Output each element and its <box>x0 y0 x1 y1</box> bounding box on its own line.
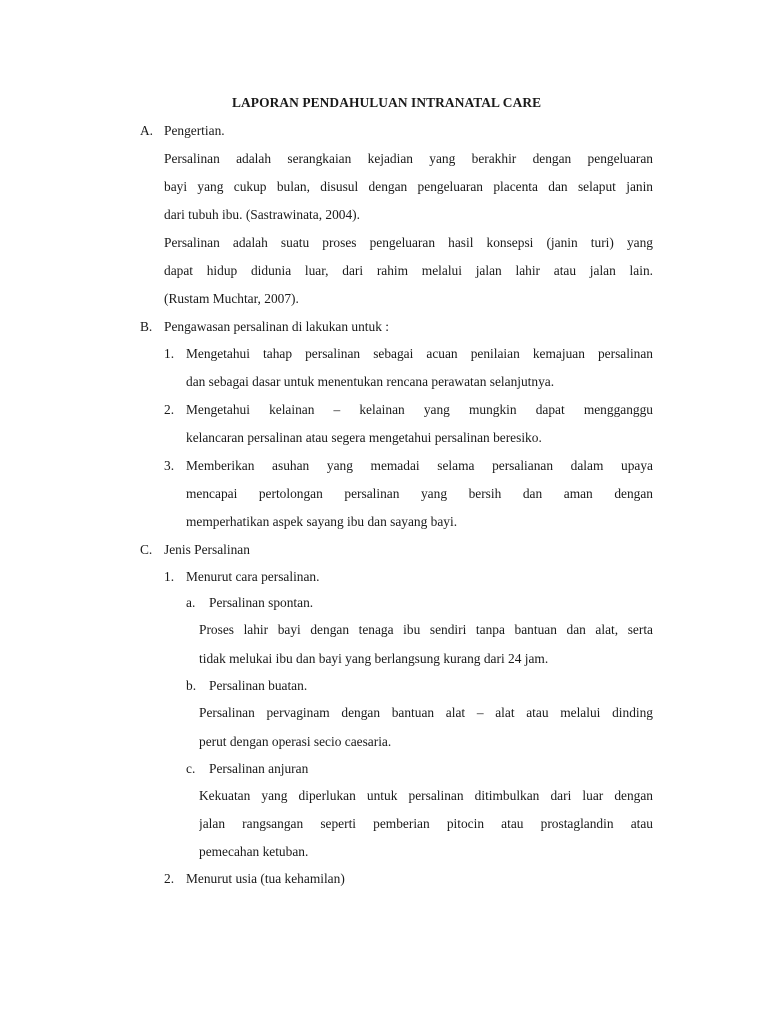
section-a-para1-line: dari tubuh ibu. (Sastrawinata, 2004). <box>164 207 360 222</box>
sub-item-letter: b. <box>186 678 197 693</box>
document-title: LAPORAN PENDAHULUAN INTRANATAL CARE <box>232 95 542 110</box>
section-b-item-line: Mengetahui kelainan – kelainan yang mungkin dapat mengganggu <box>186 403 653 417</box>
section-a-para1-line: bayi yang cukup bulan, disusul dengan pengeluaran placenta dan selaput janin <box>164 180 653 194</box>
section-b-item-line: memperhatikan aspek sayang ibu dan sayang bayi. <box>186 514 458 529</box>
section-c-item-number: 1. <box>164 569 175 584</box>
section-c-item-number: 2. <box>164 871 175 886</box>
section-b-item-number: 1. <box>164 346 175 361</box>
section-b-heading: Pengawasan persalinan di lakukan untuk : <box>164 319 389 334</box>
sub-item-line: Proses lahir bayi dengan tenaga ibu sendiri tanpa bantuan dan alat, serta <box>199 623 653 637</box>
section-b-item-line: Mengetahui tahap persalinan sebagai acuan penilaian kemajuan persalinan <box>186 347 653 361</box>
sub-item-line: pemecahan ketuban. <box>199 844 309 859</box>
sub-item-heading: Persalinan buatan. <box>209 678 308 693</box>
sub-item-letter: a. <box>186 595 196 610</box>
sub-item-line: perut dengan operasi secio caesaria. <box>199 734 392 749</box>
section-c-item-text: Menurut usia (tua kehamilan) <box>186 871 345 886</box>
sub-item-line: tidak melukai ibu dan bayi yang berlangsung kurang dari 24 jam. <box>199 651 549 666</box>
sub-item-heading: Persalinan spontan. <box>209 595 314 610</box>
section-c-marker: C. <box>140 542 153 557</box>
section-b-marker: B. <box>140 319 153 334</box>
section-b-item-number: 2. <box>164 402 175 417</box>
sub-item-letter: c. <box>186 761 196 776</box>
section-c-heading: Jenis Persalinan <box>164 542 250 557</box>
section-a-para2-line: dapat hidup didunia luar, dari rahim melalui jalan lahir atau jalan lain. <box>164 264 653 278</box>
section-c-item-text: Menurut cara persalinan. <box>186 569 320 584</box>
section-b-item-number: 3. <box>164 458 175 473</box>
section-a-para2-line: Persalinan adalah suatu proses pengeluaran hasil konsepsi (janin turi) yang <box>164 236 653 250</box>
sub-item-line: Persalinan pervaginam dengan bantuan alat – alat atau melalui dinding <box>199 706 653 720</box>
section-b-item-line: Memberikan asuhan yang memadai selama persalianan dalam upaya <box>186 459 653 473</box>
section-a-para2-line: (Rustam Muchtar, 2007). <box>164 291 299 306</box>
section-a-para1-line: Persalinan adalah serangkaian kejadian yang berakhir dengan pengeluaran <box>164 152 653 166</box>
section-a-heading: Pengertian. <box>164 123 225 138</box>
section-b-item-line: kelancaran persalinan atau segera mengetahui persalinan beresiko. <box>186 430 542 445</box>
sub-item-heading: Persalinan anjuran <box>209 761 309 776</box>
section-b-item-line: dan sebagai dasar untuk menentukan rencana perawatan selanjutnya. <box>186 374 555 389</box>
section-a-marker: A. <box>140 123 154 138</box>
sub-item-line: Kekuatan yang diperlukan untuk persalinan ditimbulkan dari luar dengan <box>199 789 653 803</box>
sub-item-line: jalan rangsangan seperti pemberian pitocin atau prostaglandin atau <box>199 817 653 831</box>
section-b-item-line: mencapai pertolongan persalinan yang bersih dan aman dengan <box>186 487 653 501</box>
